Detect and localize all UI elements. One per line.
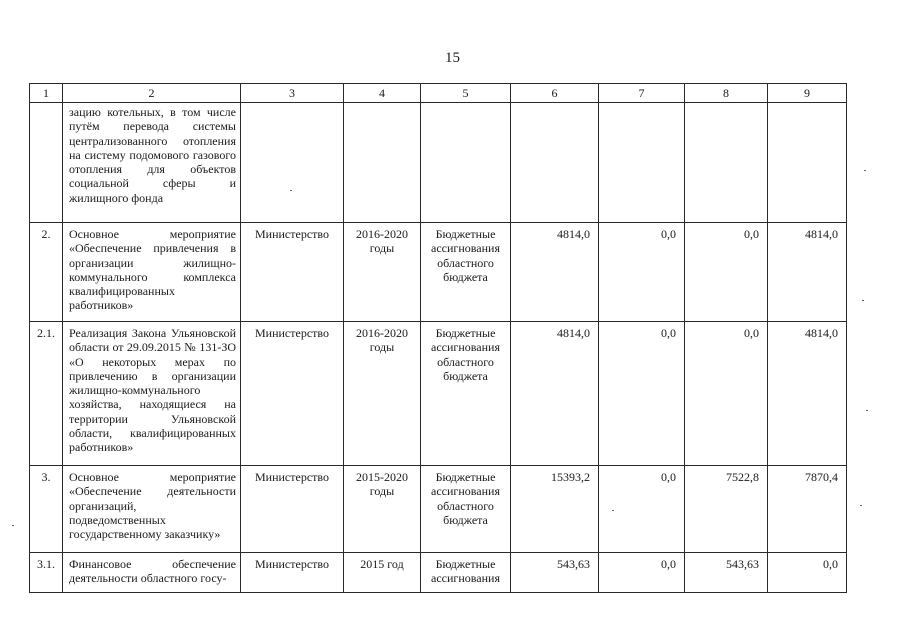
row-number: 3. xyxy=(30,466,63,553)
period xyxy=(344,103,421,223)
period: 2015-2020 годы xyxy=(344,466,421,553)
scan-speck xyxy=(864,170,866,171)
amount-col-8: 7522,8 xyxy=(685,466,768,553)
amount-col-7: 0,0 xyxy=(599,553,685,593)
header-cell-1: 1 xyxy=(30,84,63,103)
scan-speck xyxy=(12,525,14,526)
table-row xyxy=(30,103,847,223)
executor xyxy=(241,103,344,223)
row-number xyxy=(30,103,63,223)
amount-total: 4814,0 xyxy=(511,322,599,466)
page-number: 15 xyxy=(445,50,460,66)
header-cell-3: 3 xyxy=(241,84,344,103)
row-number: 2. xyxy=(30,223,63,322)
amount-total: 4814,0 xyxy=(511,223,599,322)
amount-col-9: 4814,0 xyxy=(768,223,847,322)
amount-col-8: 543,63 xyxy=(685,553,768,593)
amount-col-7: 0,0 xyxy=(599,322,685,466)
header-cell-5: 5 xyxy=(421,84,511,103)
scan-speck xyxy=(290,190,292,191)
measure-name: зацию котельных, в том числе путём перевода системы централизованного отопления на систему подомового газового отопления для объектов социальной сферы и жилищного фонда xyxy=(63,103,241,223)
header-cell-9: 9 xyxy=(768,84,847,103)
budget-table xyxy=(29,83,847,593)
measure-name: Основное мероприятие «Обеспечение деятельности организаций, подведомственных государственному заказчику» xyxy=(63,466,241,553)
table-body xyxy=(30,84,847,593)
header-cell-4: 4 xyxy=(344,84,421,103)
funding-source: Бюджетные ассигнования областного бюджета xyxy=(421,466,511,553)
funding-source: Бюджетные ассигнования xyxy=(421,553,511,593)
executor: Министерство xyxy=(241,553,344,593)
header-cell-6: 6 xyxy=(511,84,599,103)
amount-col-7: 0,0 xyxy=(599,223,685,322)
amount-total xyxy=(511,103,599,223)
row-number: 3.1. xyxy=(30,553,63,593)
amount-col-8 xyxy=(685,103,768,223)
amount-total: 15393,2 xyxy=(511,466,599,553)
amount-total: 543,63 xyxy=(511,553,599,593)
header-cell-8: 8 xyxy=(685,84,768,103)
table-row xyxy=(30,466,847,553)
scan-speck xyxy=(866,410,868,411)
header-cell-7: 7 xyxy=(599,84,685,103)
funding-source xyxy=(421,103,511,223)
funding-source: Бюджетные ассигнования областного бюджета xyxy=(421,322,511,466)
executor: Министерство xyxy=(241,466,344,553)
scan-speck xyxy=(612,510,614,511)
amount-col-9: 7870,4 xyxy=(768,466,847,553)
measure-name: Реализация Закона Ульяновской области от 29.09.2015 № 131-ЗО «О некоторых мерах по привлечению в организации жилищно-коммунального хозяйства, находящиеся на территории Ульяновской области, квалифицированных работников» xyxy=(63,322,241,466)
amount-col-9: 4814,0 xyxy=(768,322,847,466)
amount-col-8: 0,0 xyxy=(685,223,768,322)
amount-col-9: 0,0 xyxy=(768,553,847,593)
period: 2015 год xyxy=(344,553,421,593)
amount-col-7 xyxy=(599,103,685,223)
funding-source: Бюджетные ассигнования областного бюджета xyxy=(421,223,511,322)
header-row xyxy=(30,84,847,103)
scan-speck xyxy=(862,300,864,301)
measure-name: Финансовое обеспечение деятельности областного госу- xyxy=(63,553,241,593)
amount-col-7: 0,0 xyxy=(599,466,685,553)
amount-col-9 xyxy=(768,103,847,223)
executor: Министерство xyxy=(241,322,344,466)
table-row xyxy=(30,322,847,466)
amount-col-8: 0,0 xyxy=(685,322,768,466)
scan-speck xyxy=(860,505,862,506)
period: 2016-2020 годы xyxy=(344,223,421,322)
row-number: 2.1. xyxy=(30,322,63,466)
table-row xyxy=(30,223,847,322)
period: 2016-2020 годы xyxy=(344,322,421,466)
header-cell-2: 2 xyxy=(63,84,241,103)
executor: Министерство xyxy=(241,223,344,322)
measure-name: Основное мероприятие «Обеспечение привлечения в организации жилищно-коммунального комплекса квалифицированных работников» xyxy=(63,223,241,322)
table-row xyxy=(30,553,847,593)
